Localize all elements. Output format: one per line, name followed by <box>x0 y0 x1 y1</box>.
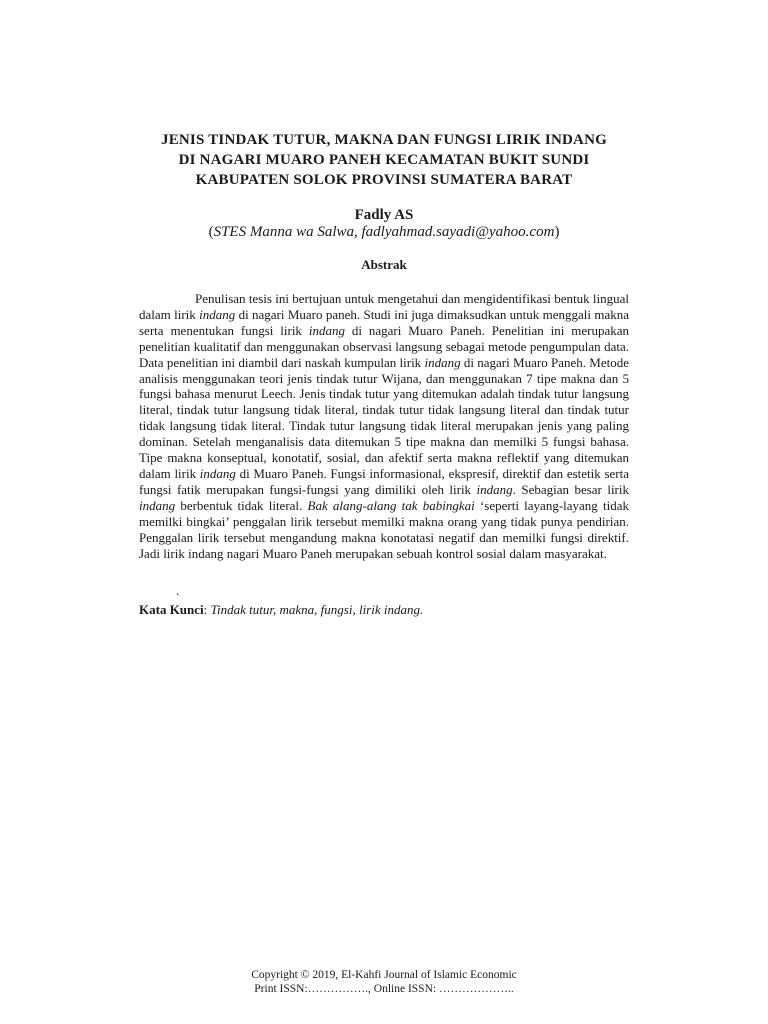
keywords <box>139 602 423 618</box>
keywords-separator: : <box>203 602 211 617</box>
abstract-text: di Muaro Paneh. Fungsi informasional, ekspresif, direktif dan estetik serta fungsi fatik merupakan fungsi-fungsi yang dimiliki oleh lirik <box>139 465 629 497</box>
abstract-text: di nagari Muaro Paneh. Metode analisis menggunakan teori jenis tindak tutur Wijana, dan menggunakan 7 tipe makna dan 5 fungsi bahasa menurut Leech. Jenis tindak tutur yang ditemukan adalah tindak tutur langsung literal, tindak tutur langsung tidak literal, tindak tutur tidak langsung literal dan tindak tutur tidak langsung tidak literal. Tindak tutur langsung tidak literal merupakan jenis yang paling dominan. Setelah menganalisis data ditemukan 5 tipe makna dan memilki 5 fungsi bahasa. Tipe makna konseptual, konotatif, sosial, dan afektif serta makna reflektif yang ditemukan dalam lirik <box>139 354 629 481</box>
footer-copyright: Copyright © 2019, El-Kahfi Journal of Islamic Economic <box>251 969 517 981</box>
abstract-italic: indang <box>199 465 236 481</box>
stray-dot: . <box>176 583 180 598</box>
abstract-italic: Bak alang-alang tak babingkai <box>307 497 475 513</box>
abstract-text: di nagari Muaro Paneh. Penelitian ini merupakan penelitian kualitatif dan menggunakan observasi langsung sebagai metode pengumpulan data. Data penelitian ini diambil dari naskah kumpulan lirik <box>139 322 629 370</box>
affiliation-close-paren: ) <box>554 224 560 240</box>
title-line-3: KABUPATEN SOLOK PROVINSI SUMATERA BARAT <box>195 172 573 188</box>
keywords-label: Kata Kunci <box>139 602 204 617</box>
abstract-italic: indang <box>424 354 461 370</box>
footer-issn: Print ISSN:……………., Online ISSN: ……………….. <box>254 983 514 995</box>
abstract-italic: indang <box>476 481 513 497</box>
abstract-italic: indang <box>308 322 345 338</box>
abstract-text: di nagari Muaro paneh. Studi ini juga dimaksudkan untuk menggali makna serta menentukan fungsi lirik <box>139 306 629 338</box>
paper-title <box>120 130 648 190</box>
abstract-body <box>139 291 629 561</box>
author-affiliation <box>100 222 668 242</box>
page-footer <box>160 968 608 996</box>
abstract-heading: Abstrak <box>361 257 407 272</box>
affiliation-open-paren: ( <box>208 224 214 240</box>
abstract-italic: indang <box>139 497 176 513</box>
abstract-text: berbentuk tidak literal. <box>175 497 308 513</box>
title-line-1: JENIS TINDAK TUTUR, MAKNA DAN FUNGSI LIRIK INDANG <box>161 132 607 148</box>
abstract-text: . Sebagian besar lirik <box>512 481 629 497</box>
affiliation-text: STES Manna wa Salwa, fadlyahmad.sayadi@yahoo.com <box>213 224 555 240</box>
abstract-italic: indang <box>199 306 236 322</box>
author-name: Fadly AS <box>354 207 414 223</box>
keywords-text: Tindak tutur, makna, fungsi, lirik indang. <box>210 602 424 617</box>
abstract-text: ‘seperti layang-layang tidak memilki bingkai’ penggalan lirik tersebut memilki makna orang yang tidak punya pendirian. Penggalan lirik tersebut mengandung makna konotatasi negatif dan memilki fungsi direktif. Jadi lirik indang nagari Muaro Paneh merupakan sebuah kontrol sosial dalam masyarakat. <box>139 497 629 561</box>
title-line-2: DI NAGARI MUARO PANEH KECAMATAN BUKIT SUNDI <box>178 152 590 168</box>
abstract-text: Penulisan tesis ini bertujuan untuk mengetahui dan mengidentifikasi bentuk lingual dalam lirik <box>139 291 629 322</box>
